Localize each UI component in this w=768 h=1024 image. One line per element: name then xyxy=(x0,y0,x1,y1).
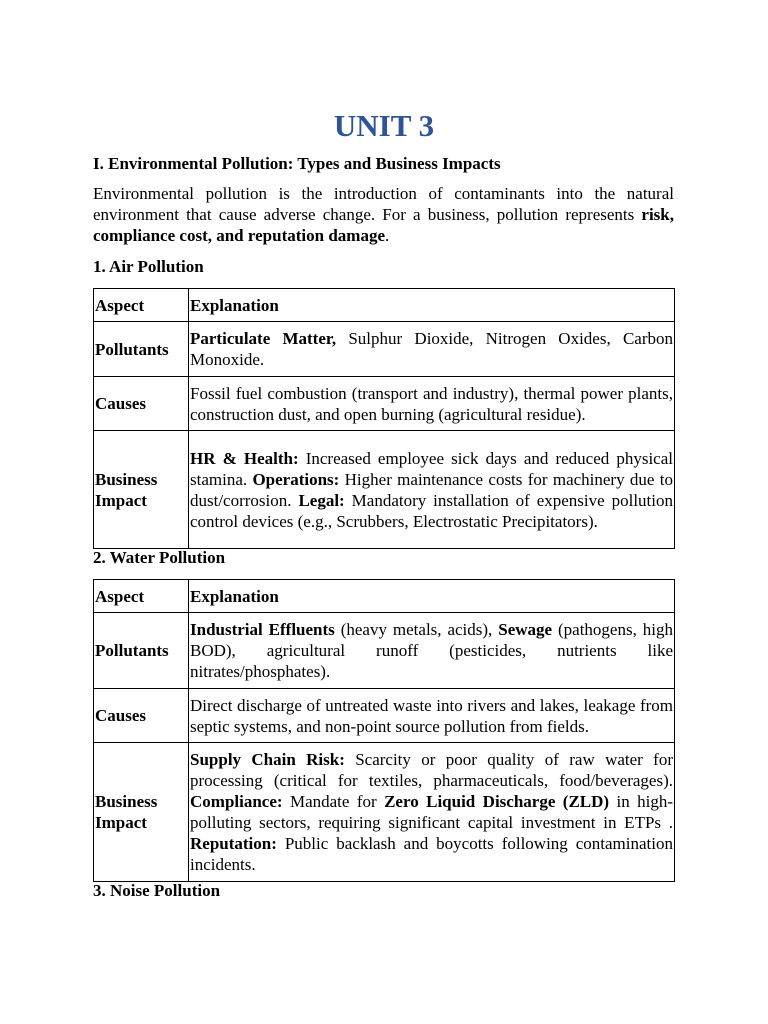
text: (heavy metals, acids), xyxy=(334,620,499,639)
table-row xyxy=(94,431,675,549)
air-pollution-table xyxy=(93,288,675,549)
header-explanation: Explanation xyxy=(189,580,675,613)
intro-text: Environmental pollution is the introduction of contaminants into the natural environment that cause adverse change. For a business, pollution represents xyxy=(93,184,674,224)
row-explanation xyxy=(189,431,675,549)
row-label: Business Impact xyxy=(94,743,189,882)
row-explanation: Direct discharge of untreated waste into rivers and lakes, leakage from septic systems, and non-point source pollution from fields. xyxy=(189,689,675,743)
text: Increased employee sick days and reduced physical stamina. xyxy=(190,448,674,489)
header-explanation: Explanation xyxy=(189,289,675,322)
bold-term: Operations: xyxy=(252,469,340,489)
text: Sulphur Dioxide, Nitrogen Oxides, Carbon Monoxide. xyxy=(190,329,673,369)
row-label: Pollutants xyxy=(94,322,189,377)
bold-term: Legal: xyxy=(298,490,345,510)
intro-end: . xyxy=(385,226,390,245)
table-row xyxy=(94,322,675,377)
table-header-row xyxy=(94,580,675,613)
water-pollution-title: 2. Water Pollution xyxy=(93,548,226,567)
text: Scarcity or poor quality of raw water for processing (critical for textiles, pharmaceuticals, food/beverages). xyxy=(190,750,673,790)
text: (pathogens, high BOD), agricultural runoff (pesticides, nutrients like nitrates/phosphates). xyxy=(190,620,673,681)
header-aspect: Aspect xyxy=(94,289,189,322)
intro-bold: risk, compliance cost, and reputation damage xyxy=(93,205,674,245)
table-row xyxy=(94,613,675,689)
bold-term: Industrial Effluents xyxy=(190,620,335,639)
noise-pollution-title: 3. Noise Pollution xyxy=(93,881,221,900)
bold-term: Zero Liquid Discharge (ZLD) xyxy=(384,792,610,811)
text: Public backlash and boycotts following contamination incidents. xyxy=(190,834,673,874)
bold-term: HR & Health: xyxy=(190,448,299,468)
table-row xyxy=(94,689,675,743)
water-pollution-table xyxy=(93,579,675,882)
row-explanation: Fossil fuel combustion (transport and industry), thermal power plants, construction dust, and open burning (agricultural residue). xyxy=(189,377,675,431)
table-row xyxy=(94,743,675,882)
section-heading: I. Environmental Pollution: Types and Business Impacts xyxy=(93,154,501,173)
bold-term: Sewage xyxy=(498,620,553,639)
row-label: Causes xyxy=(94,377,189,431)
row-label: Causes xyxy=(94,689,189,743)
bold-term: Reputation: xyxy=(190,834,277,853)
text: Mandatory installation of expensive pollution control devices (e.g., Scrubbers, Electrostatic Precipitators). xyxy=(190,490,673,531)
row-explanation xyxy=(189,743,675,882)
row-explanation xyxy=(189,322,675,377)
bold-term: Compliance: xyxy=(190,792,283,811)
air-pollution-title: 1. Air Pollution xyxy=(93,257,204,276)
intro-paragraph xyxy=(93,183,674,246)
row-label: Business Impact xyxy=(94,431,189,549)
text: Higher maintenance costs for machinery due to dust/corrosion. xyxy=(190,469,673,510)
table-header-row xyxy=(94,289,675,322)
table-row xyxy=(94,377,675,431)
row-label: Pollutants xyxy=(94,613,189,689)
text: in high-polluting sectors, requiring significant capital investment in ETPs . xyxy=(190,792,673,832)
bold-term: Supply Chain Risk: xyxy=(190,750,345,769)
bold-term: Particulate Matter, xyxy=(190,329,337,348)
row-explanation xyxy=(189,613,675,689)
text: Mandate for xyxy=(282,792,385,811)
header-aspect: Aspect xyxy=(94,580,189,613)
unit-title: UNIT 3 xyxy=(333,108,435,143)
